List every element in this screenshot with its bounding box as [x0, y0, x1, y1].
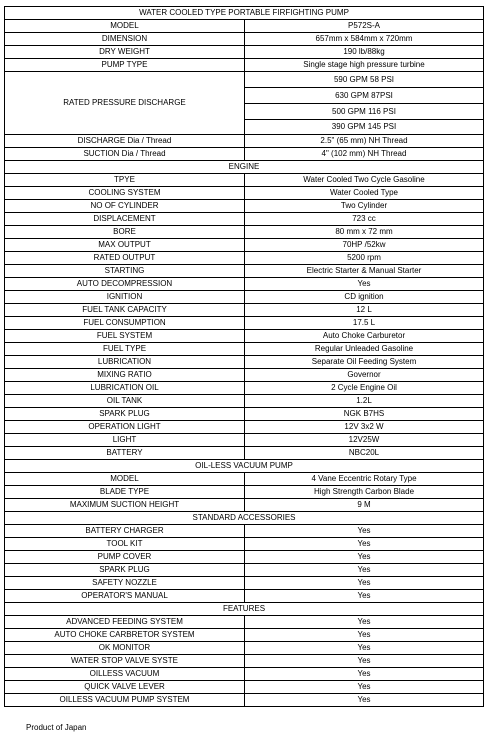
spec-value: Separate Oil Feeding System [245, 356, 484, 369]
spec-sheet [4, 6, 483, 707]
spec-label: LUBRICATION OIL [5, 382, 245, 395]
spec-value: 9 M [245, 499, 484, 512]
section-row [5, 408, 484, 421]
rated-pressure-value: 630 GPM 87PSI [245, 88, 484, 104]
spec-label: QUICK VALVE LEVER [5, 681, 245, 694]
spec-value: 723 cc [245, 213, 484, 226]
section-row [5, 616, 484, 629]
spec-value: Yes [245, 577, 484, 590]
spec-label: PUMP COVER [5, 551, 245, 564]
spec-value: Yes [245, 590, 484, 603]
spec-value: 190 lb/88kg [245, 46, 484, 59]
rated-pressure-label: RATED PRESSURE DISCHARGE [5, 72, 245, 135]
spec-value: 17.5 L [245, 317, 484, 330]
general-row [5, 59, 484, 72]
section-heading-row [5, 512, 484, 525]
section-row [5, 421, 484, 434]
rated-pressure-value: 500 GPM 116 PSI [245, 104, 484, 120]
spec-label: FUEL TYPE [5, 343, 245, 356]
spec-label: IGNITION [5, 291, 245, 304]
section-row [5, 395, 484, 408]
spec-label: OILLESS VACUUM [5, 668, 245, 681]
section-row [5, 265, 484, 278]
spec-value: 1.2L [245, 395, 484, 408]
section-row [5, 187, 484, 200]
spec-value: 4 Vane Eccentric Rotary Type [245, 473, 484, 486]
spec-label: ADVANCED FEEDING SYSTEM [5, 616, 245, 629]
section-row [5, 239, 484, 252]
spec-value: High Strength Carbon Blade [245, 486, 484, 499]
section-row [5, 278, 484, 291]
spec-label: FUEL CONSUMPTION [5, 317, 245, 330]
general-row [5, 33, 484, 46]
spec-label: TOOL KIT [5, 538, 245, 551]
spec-label: NO OF CYLINDER [5, 200, 245, 213]
spec-label: OPERATOR'S MANUAL [5, 590, 245, 603]
spec-value: 5200 rpm [245, 252, 484, 265]
section-row [5, 174, 484, 187]
section-row [5, 499, 484, 512]
spec-label: RATED OUTPUT [5, 252, 245, 265]
spec-label: STARTING [5, 265, 245, 278]
spec-label: DIMENSION [5, 33, 245, 46]
spec-label: AUTO CHOKE CARBRETOR SYSTEM [5, 629, 245, 642]
general-row [5, 46, 484, 59]
section-row [5, 213, 484, 226]
spec-label: FUEL SYSTEM [5, 330, 245, 343]
spec-value: 70HP /52kw [245, 239, 484, 252]
rated-pressure-value: 390 GPM 145 PSI [245, 120, 484, 135]
spec-value: Yes [245, 616, 484, 629]
section-row [5, 590, 484, 603]
section-row [5, 447, 484, 460]
section-row [5, 486, 484, 499]
spec-value: 4" (102 mm) NH Thread [245, 148, 484, 161]
rated-pressure-row [5, 72, 484, 88]
spec-label: BATTERY CHARGER [5, 525, 245, 538]
spec-value: Yes [245, 538, 484, 551]
spec-value: Yes [245, 681, 484, 694]
spec-value: Yes [245, 694, 484, 707]
general-row [5, 20, 484, 33]
spec-label: TPYE [5, 174, 245, 187]
spec-label: WATER STOP VALVE SYSTE [5, 655, 245, 668]
spec-label: SAFETY NOZZLE [5, 577, 245, 590]
spec-label: OK MONITOR [5, 642, 245, 655]
spec-label: BORE [5, 226, 245, 239]
section-row [5, 382, 484, 395]
footer-origin: Product of Japan [26, 723, 87, 732]
section-heading: FEATURES [5, 603, 484, 616]
spec-value: Yes [245, 668, 484, 681]
section-row [5, 551, 484, 564]
section-row [5, 200, 484, 213]
discharge-row [5, 135, 484, 148]
spec-value: 80 mm x 72 mm [245, 226, 484, 239]
spec-value: NGK B7HS [245, 408, 484, 421]
spec-value: Yes [245, 564, 484, 577]
section-row [5, 226, 484, 239]
section-row [5, 668, 484, 681]
spec-value: Two Cylinder [245, 200, 484, 213]
spec-value: CD ignition [245, 291, 484, 304]
section-row [5, 525, 484, 538]
section-row [5, 356, 484, 369]
spec-value: 12V 3x2 W [245, 421, 484, 434]
section-row [5, 681, 484, 694]
spec-value: 2 Cycle Engine Oil [245, 382, 484, 395]
rated-pressure-value: 590 GPM 58 PSI [245, 72, 484, 88]
spec-label: DISPLACEMENT [5, 213, 245, 226]
section-row [5, 434, 484, 447]
section-row [5, 343, 484, 356]
section-row [5, 473, 484, 486]
section-row [5, 304, 484, 317]
spec-value: 2.5" (65 mm) NH Thread [245, 135, 484, 148]
spec-label: MODEL [5, 473, 245, 486]
spec-value: Yes [245, 551, 484, 564]
section-row [5, 642, 484, 655]
spec-label: MIXING RATIO [5, 369, 245, 382]
spec-label: OIL TANK [5, 395, 245, 408]
spec-value: Yes [245, 525, 484, 538]
spec-label: MODEL [5, 20, 245, 33]
section-heading-row [5, 460, 484, 473]
spec-label: OPERATION LIGHT [5, 421, 245, 434]
section-row [5, 655, 484, 668]
section-row [5, 694, 484, 707]
spec-label: MAXIMUM SUCTION HEIGHT [5, 499, 245, 512]
spec-value: Water Cooled Two Cycle Gasoline [245, 174, 484, 187]
section-row [5, 629, 484, 642]
spec-value: 12V25W [245, 434, 484, 447]
title-row [5, 7, 484, 20]
spec-label: SPARK PLUG [5, 564, 245, 577]
spec-value: P572S-A [245, 20, 484, 33]
section-heading: OIL-LESS VACUUM PUMP [5, 460, 484, 473]
section-row [5, 252, 484, 265]
spec-label: MAX OUTPUT [5, 239, 245, 252]
section-row [5, 291, 484, 304]
spec-label: SUCTION Dia / Thread [5, 148, 245, 161]
spec-value: Water Cooled Type [245, 187, 484, 200]
spec-label: FUEL TANK CAPACITY [5, 304, 245, 317]
spec-value: Yes [245, 278, 484, 291]
section-heading: ENGINE [5, 161, 484, 174]
spec-value: Electric Starter & Manual Starter [245, 265, 484, 278]
section-heading-row [5, 161, 484, 174]
spec-label: LIGHT [5, 434, 245, 447]
spec-label: BLADE TYPE [5, 486, 245, 499]
spec-value: 657mm x 584mm x 720mm [245, 33, 484, 46]
spec-label: LUBRICATION [5, 356, 245, 369]
table-title: WATER COOLED TYPE PORTABLE FIRFIGHTING PUMP [5, 7, 484, 20]
spec-label: DISCHARGE Dia / Thread [5, 135, 245, 148]
section-row [5, 317, 484, 330]
spec-label: DRY WEIGHT [5, 46, 245, 59]
spec-value: Yes [245, 655, 484, 668]
spec-value: Yes [245, 629, 484, 642]
spec-label: BATTERY [5, 447, 245, 460]
spec-value: 12 L [245, 304, 484, 317]
spec-table-body [5, 7, 484, 707]
section-row [5, 330, 484, 343]
section-heading-row [5, 603, 484, 616]
section-row [5, 538, 484, 551]
section-heading: STANDARD ACCESSORIES [5, 512, 484, 525]
spec-label: AUTO DECOMPRESSION [5, 278, 245, 291]
spec-value: Governor [245, 369, 484, 382]
discharge-row [5, 148, 484, 161]
spec-value: NBC20L [245, 447, 484, 460]
spec-label: OILLESS VACUUM PUMP SYSTEM [5, 694, 245, 707]
spec-label: PUMP TYPE [5, 59, 245, 72]
spec-value: Single stage high pressure turbine [245, 59, 484, 72]
spec-value: Auto Choke Carburetor [245, 330, 484, 343]
section-row [5, 577, 484, 590]
spec-value: Regular Unleaded Gasoline [245, 343, 484, 356]
spec-label: SPARK PLUG [5, 408, 245, 421]
spec-label: COOLING SYSTEM [5, 187, 245, 200]
spec-table [4, 6, 484, 707]
section-row [5, 369, 484, 382]
spec-value: Yes [245, 642, 484, 655]
section-row [5, 564, 484, 577]
